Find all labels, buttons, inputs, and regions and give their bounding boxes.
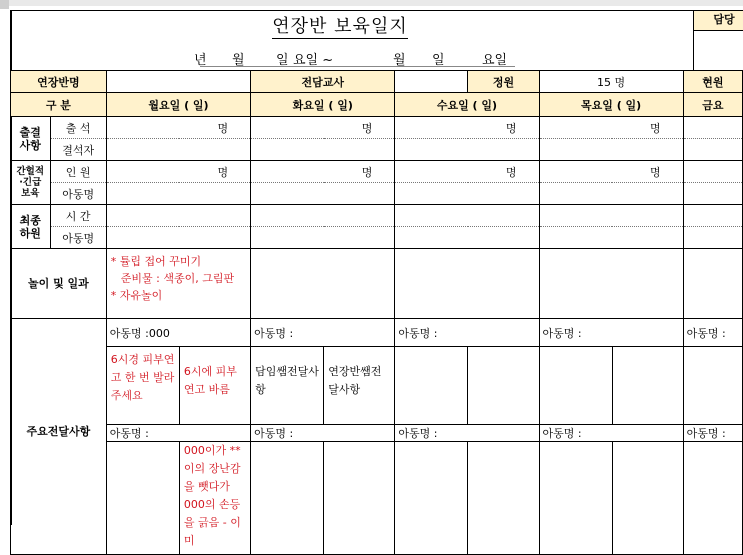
month-label: 월	[232, 53, 245, 68]
current-label: 현원	[683, 71, 742, 93]
wed-note-c-left[interactable]	[395, 442, 468, 555]
weekday-label: 요일 ~	[293, 53, 334, 68]
final-group-label: 최종 하원	[11, 205, 51, 249]
thu-child-name-2[interactable]: 아동명 :	[539, 425, 683, 442]
fri-present[interactable]	[683, 117, 742, 139]
emergency-group-label: 간헐적 ·긴급 보육	[11, 161, 51, 205]
mon-note-c[interactable]: 000이가 **이의 장난감을 뺏다가 000의 손등을 긁음 - 이미	[179, 442, 250, 555]
mon-emergency-names[interactable]	[106, 183, 250, 205]
class-name-field[interactable]	[106, 71, 250, 93]
emergency-count-label: 인 원	[50, 161, 106, 183]
thu-play[interactable]	[539, 249, 683, 319]
mon-note-a[interactable]: 6시경 피부연고 한 번 발라주세요	[106, 347, 179, 425]
emergency-names-label: 아동명	[50, 183, 106, 205]
play-line-3: * 자유놀이	[110, 289, 163, 302]
thu-note-c-right[interactable]	[612, 442, 683, 555]
play-line-1: * 튤립 접어 꾸미기	[110, 255, 202, 268]
date-underline	[200, 66, 515, 67]
fri-absent[interactable]	[683, 139, 742, 161]
notes-label: 주요전달사항	[11, 319, 107, 555]
fri-emergency-names[interactable]	[683, 183, 742, 205]
tue-final-time[interactable]	[251, 205, 395, 227]
corner-box	[0, 0, 9, 9]
wed-header: 수요일 ( 일)	[395, 93, 539, 117]
final-names-label: 아동명	[50, 227, 106, 249]
tue-absent[interactable]	[251, 139, 395, 161]
wed-child-name-2[interactable]: 아동명 :	[395, 425, 539, 442]
weekday2-label: 요일	[482, 53, 508, 68]
mon-final-time[interactable]	[106, 205, 250, 227]
wed-play[interactable]	[395, 249, 539, 319]
month2-label: 월	[393, 53, 406, 68]
thu-note-a[interactable]	[539, 347, 612, 425]
thu-header: 목요일 ( 일)	[539, 93, 683, 117]
thu-present[interactable]: 명	[539, 117, 683, 139]
present-label: 출 석	[50, 117, 106, 139]
fri-final-time[interactable]	[683, 205, 742, 227]
wed-child-name-1[interactable]: 아동명 :	[395, 319, 539, 347]
mon-note-b[interactable]: 6시에 피부연고 바름	[179, 347, 250, 425]
mon-child-name-1[interactable]: 아동명 :000	[106, 319, 250, 347]
year-label: 년	[194, 53, 207, 68]
wed-note-a[interactable]	[395, 347, 468, 425]
category-header: 구 분	[11, 93, 107, 117]
page-title: 연장반 보육일지	[272, 16, 408, 37]
thu-final-names[interactable]	[539, 227, 683, 249]
class-name-label: 연장반명	[11, 71, 107, 93]
tue-emergency-names[interactable]	[251, 183, 395, 205]
tue-header: 화요일 ( 일)	[251, 93, 395, 117]
wed-note-b[interactable]	[468, 347, 539, 425]
corner-label: 담당	[693, 10, 743, 31]
mon-emergency[interactable]: 명	[106, 161, 250, 183]
teacher-label: 전담교사	[251, 71, 395, 93]
tue-note-c-right[interactable]	[324, 442, 395, 555]
wed-final-time[interactable]	[395, 205, 539, 227]
fri-child-name-1[interactable]: 아동명 :	[683, 319, 742, 347]
mon-absent[interactable]	[106, 139, 250, 161]
play-label: 놀이 및 일과	[11, 249, 107, 319]
fri-final-names[interactable]	[683, 227, 742, 249]
fri-play[interactable]	[683, 249, 742, 319]
absent-label: 결석자	[50, 139, 106, 161]
wed-present[interactable]: 명	[395, 117, 539, 139]
mon-final-names[interactable]	[106, 227, 250, 249]
tue-child-name-1[interactable]: 아동명 :	[251, 319, 395, 347]
journal-table	[10, 70, 743, 555]
attendance-group-label: 출결 사항	[11, 117, 51, 161]
wed-absent[interactable]	[395, 139, 539, 161]
wed-emergency-names[interactable]	[395, 183, 539, 205]
mon-present[interactable]: 명	[106, 117, 250, 139]
wed-emergency[interactable]: 명	[395, 161, 539, 183]
thu-final-time[interactable]	[539, 205, 683, 227]
mon-note-c-left[interactable]	[106, 442, 179, 555]
wed-note-c-right[interactable]	[468, 442, 539, 555]
thu-note-c-left[interactable]	[539, 442, 612, 555]
fri-header: 금요	[683, 93, 742, 117]
mon-header: 월요일 ( 일)	[106, 93, 250, 117]
top-border	[10, 10, 743, 11]
tue-note-a[interactable]: 담임쌤전달사항	[251, 347, 324, 425]
fri-emergency[interactable]	[683, 161, 742, 183]
fri-note-a[interactable]	[683, 347, 742, 425]
tue-play[interactable]	[251, 249, 395, 319]
capacity-value[interactable]: 15 명	[539, 71, 683, 93]
tue-emergency[interactable]: 명	[251, 161, 395, 183]
final-time-label: 시 간	[50, 205, 106, 227]
top-scroll-area	[0, 0, 743, 6]
day-label: 일	[276, 53, 289, 68]
tue-final-names[interactable]	[251, 227, 395, 249]
corner-divider	[693, 10, 694, 70]
wed-final-names[interactable]	[395, 227, 539, 249]
capacity-label: 정원	[468, 71, 539, 93]
thu-child-name-1[interactable]: 아동명 :	[539, 319, 683, 347]
thu-absent[interactable]	[539, 139, 683, 161]
fri-child-name-2[interactable]: 아동명 :	[683, 425, 742, 442]
tue-note-b[interactable]: 연장반쌤전달사항	[324, 347, 395, 425]
teacher-field[interactable]	[395, 71, 468, 93]
thu-note-b[interactable]	[612, 347, 683, 425]
day2-label: 일	[432, 53, 445, 68]
tue-child-name-2[interactable]: 아동명 :	[251, 425, 395, 442]
thu-emergency[interactable]: 명	[539, 161, 683, 183]
play-line-2: 준비물 : 색종이, 그림판	[120, 272, 235, 285]
mon-play[interactable]	[106, 249, 250, 319]
thu-emergency-names[interactable]	[539, 183, 683, 205]
tue-note-c-left[interactable]	[251, 442, 324, 555]
mon-child-name-2[interactable]: 아동명 :	[106, 425, 250, 442]
tue-present[interactable]: 명	[251, 117, 395, 139]
fri-note-c[interactable]	[683, 442, 742, 555]
